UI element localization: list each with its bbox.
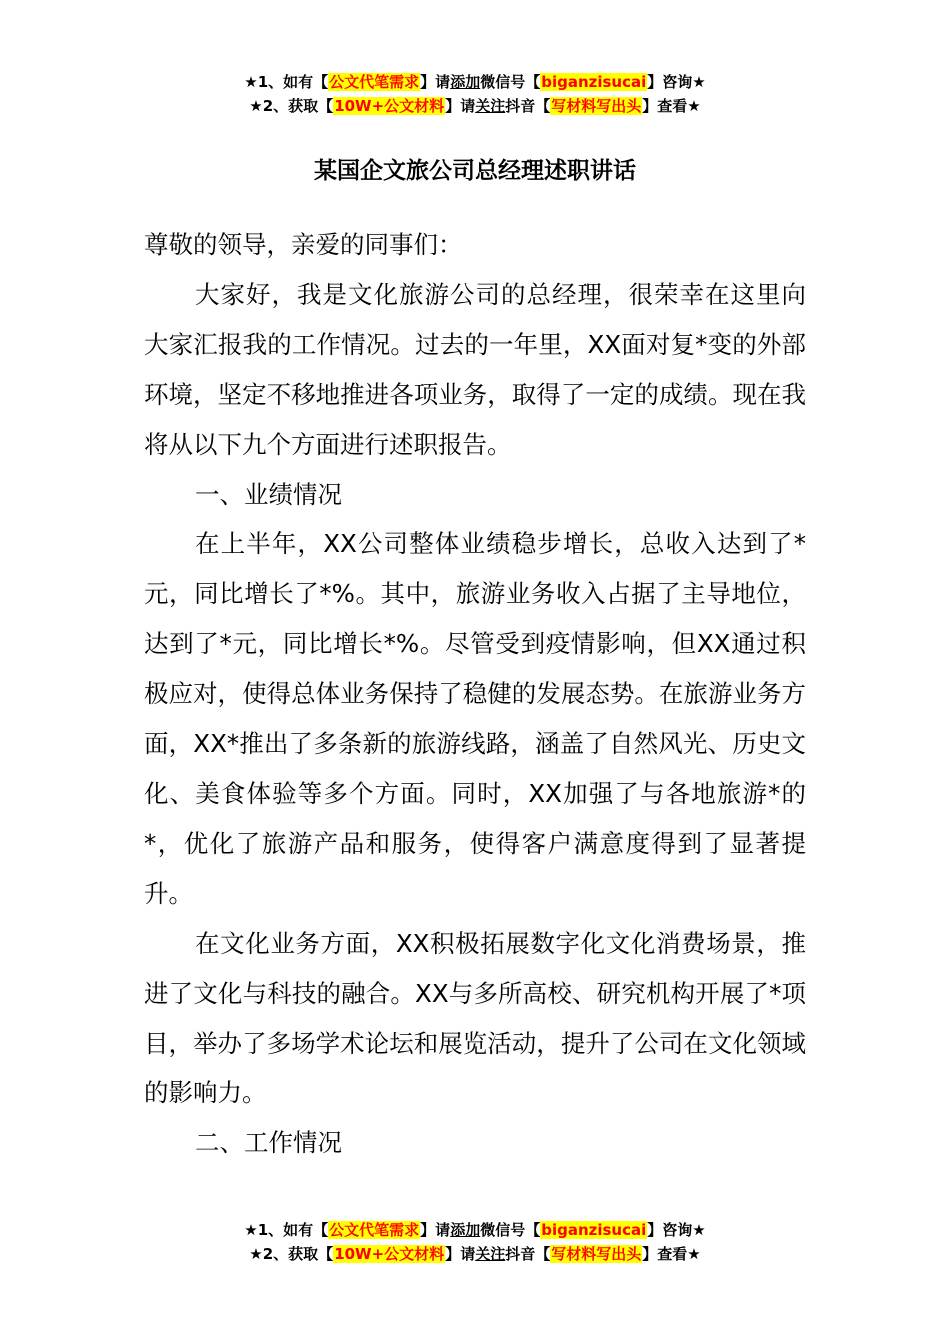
banner-text: ★1、如有【: [244, 1221, 329, 1239]
document-title: 某国企文旅公司总经理述职讲话: [314, 158, 636, 184]
footer-banner: [0, 1218, 950, 1266]
banner-underlined-text: 添加: [450, 73, 481, 91]
banner-line-1: [0, 1218, 950, 1242]
banner-highlight: 公文代笔需求: [329, 73, 420, 91]
banner-text: ★2、获取【: [249, 1245, 334, 1263]
banner-line-1: [0, 70, 950, 94]
banner-highlight: 10W+公文材料: [334, 1245, 445, 1263]
section-heading: 一、业绩情况: [195, 479, 342, 509]
banner-text: ★2、获取【: [249, 97, 334, 115]
banner-underlined-text: 关注: [475, 97, 506, 115]
banner-highlight-douyin-account: 写材料写出头: [551, 1245, 642, 1263]
paragraph: 在上半年，XX公司整体业绩稳步增长，总收入达到了*元，同比增长了*%。其中，旅游业务收入占据了主导地位，达到了*元，同比增长*%。尽管受到疫情影响，但XX通过积极应对，使得总体业务保持了稳健的发展态势。在旅游业务方面，XX*推出了多条新的旅游线路，涵盖了自然风光、历史文化、美食体验等多个方面。同时，XX加强了与各地旅游*的*，优化了旅游产品和服务，使得客户满意度得到了显著提升。: [144, 529, 806, 908]
banner-text: ★1、如有【: [244, 73, 329, 91]
banner-text: 】查看★: [642, 1245, 701, 1263]
banner-text: 】咨询★: [647, 73, 706, 91]
banner-highlight-wechat-id: biganzisucai: [541, 1221, 647, 1239]
banner-text: 】请: [445, 1245, 476, 1263]
banner-text: 】请: [445, 97, 476, 115]
banner-highlight: 10W+公文材料: [334, 97, 445, 115]
banner-text: 抖音【: [505, 1245, 551, 1263]
banner-text: 】请: [420, 1221, 451, 1239]
banner-highlight-douyin-account: 写材料写出头: [551, 97, 642, 115]
banner-line-2: [0, 1242, 950, 1266]
banner-text: 微信号【: [480, 73, 541, 91]
banner-underlined-text: 添加: [450, 1221, 481, 1239]
banner-underlined-text: 关注: [475, 1245, 506, 1263]
banner-text: 】请: [420, 73, 451, 91]
salutation: 尊敬的领导，亲爱的同事们：: [144, 230, 463, 259]
banner-highlight-wechat-id: biganzisucai: [541, 73, 647, 91]
document-body: [144, 220, 806, 1168]
paragraph: 在文化业务方面，XX积极拓展数字化文化消费场景，推进了文化与科技的融合。XX与多所高校、研究机构开展了*项目，举办了多场学术论坛和展览活动，提升了公司在文化领域的影响力。: [144, 928, 806, 1108]
section-heading: 二、工作情况: [195, 1128, 342, 1158]
banner-text: 抖音【: [505, 97, 551, 115]
header-banner: [0, 70, 950, 118]
banner-highlight: 公文代笔需求: [329, 1221, 420, 1239]
banner-text: 】咨询★: [647, 1221, 706, 1239]
banner-line-2: [0, 94, 950, 118]
banner-text: 微信号【: [480, 1221, 541, 1239]
paragraph: 大家好，我是文化旅游公司的总经理，很荣幸在这里向大家汇报我的工作情况。过去的一年里，XX面对复*变的外部环境，坚定不移地推进各项业务，取得了一定的成绩。现在我将从以下九个方面进行述职报告。: [144, 279, 806, 459]
banner-text: 】查看★: [642, 97, 701, 115]
